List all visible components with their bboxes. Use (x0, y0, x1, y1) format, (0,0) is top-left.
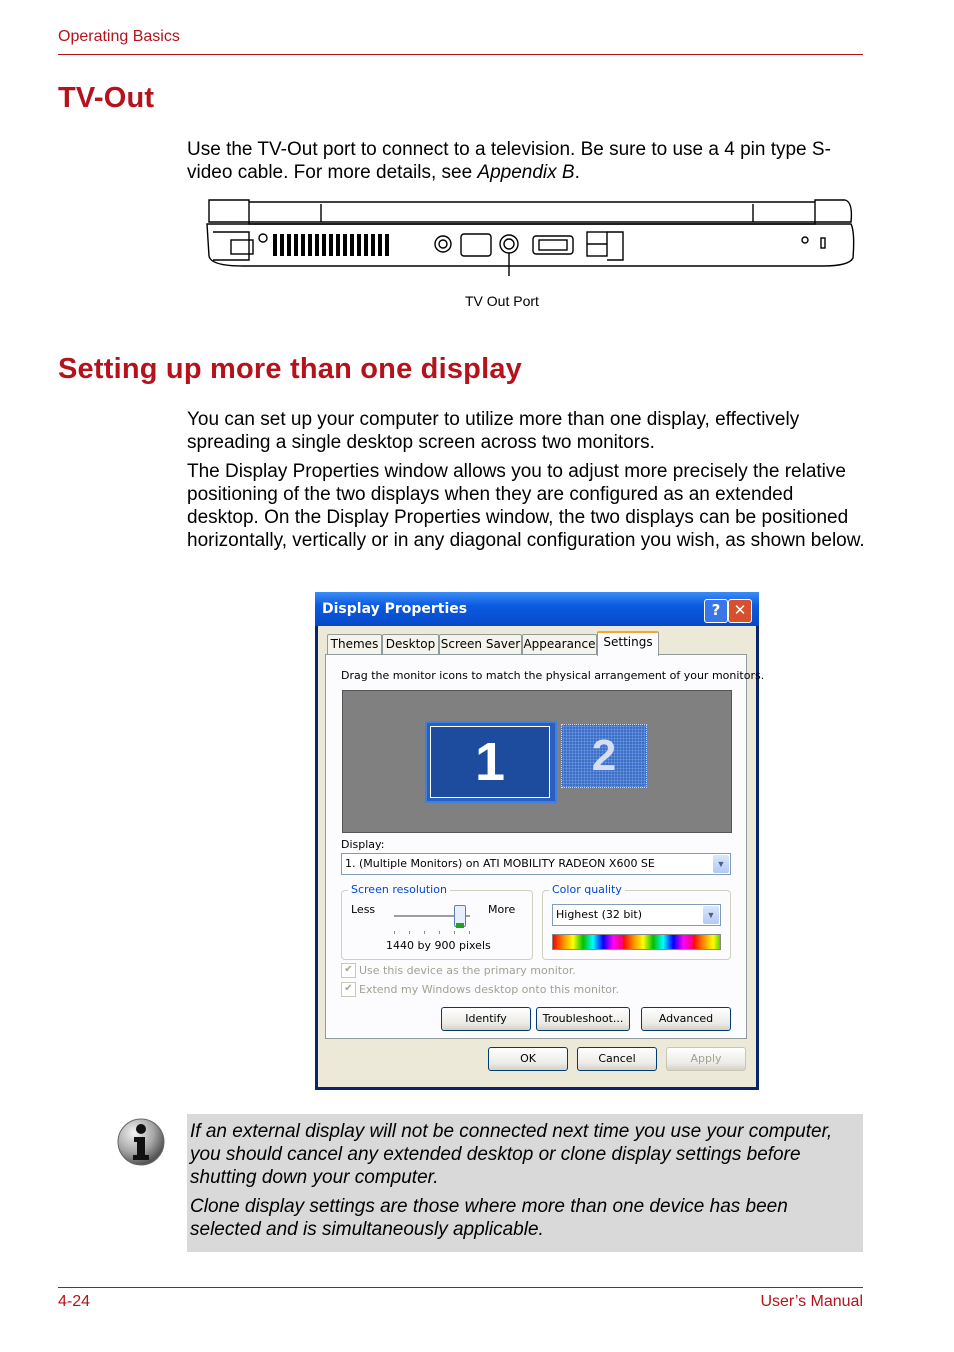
tab-screen-saver[interactable]: Screen Saver (439, 634, 522, 654)
tv-out-period: . (574, 162, 580, 183)
footer-rule (58, 1287, 863, 1288)
help-button[interactable]: ? (704, 599, 728, 623)
multi-display-para2: The Display Properties window allows you to adjust more precisely the relative positioning of the two displays when they are configured as an extended desktop. On the Display Properties window, the two displays can be positioned horizontally, vertically or in any diagonal configuration you wish, as shown below. (187, 461, 865, 551)
tv-out-port-caption: TV Out Port (465, 293, 539, 309)
resolution-less-label: Less (351, 903, 376, 916)
cancel-button[interactable]: Cancel (577, 1047, 657, 1071)
tab-settings[interactable]: Settings (597, 631, 659, 656)
apply-button[interactable]: Apply (666, 1047, 746, 1071)
note-box (187, 1114, 863, 1252)
tab-desktop[interactable]: Desktop (382, 634, 439, 654)
tv-out-text: Use the TV-Out port to connect to a television. Be sure to use a 4 pin type S-video cable. For more details, see (187, 139, 831, 183)
tab-themes[interactable]: Themes (327, 634, 382, 654)
chevron-down-icon[interactable]: ▼ (713, 855, 729, 873)
display-select[interactable] (341, 853, 731, 875)
advanced-button[interactable]: Advanced (641, 1007, 731, 1031)
color-quality-label: Color quality (549, 883, 625, 896)
display-select-value: 1. (Multiple Monitors) on ATI MOBILITY RADEON X600 SE (345, 857, 655, 870)
multi-display-body (187, 408, 867, 552)
page-number: 4-24 (58, 1293, 91, 1310)
manual-title: User’s Manual (760, 1293, 863, 1310)
info-icon (116, 1117, 166, 1167)
close-button[interactable]: ✕ (728, 599, 752, 623)
note-para2: Clone display settings are those where more than one device has been selected and is simultaneously applicable. (190, 1196, 788, 1240)
screen-resolution-group (341, 883, 533, 960)
identify-button[interactable]: Identify (441, 1007, 531, 1031)
extend-desktop-checkbox[interactable]: ✔ (341, 982, 356, 997)
resolution-value: 1440 by 900 pixels (386, 939, 491, 952)
dialog-title-bar[interactable] (315, 592, 759, 626)
dialog-title: Display Properties (322, 601, 468, 617)
color-quality-select[interactable] (552, 904, 721, 926)
resolution-slider-ticks (394, 931, 470, 934)
arrangement-instruction: Drag the monitor icons to match the physical arrangement of your monitors. (341, 669, 765, 682)
primary-monitor-label: Use this device as the primary monitor. (359, 964, 576, 977)
extend-desktop-label: Extend my Windows desktop onto this monitor. (359, 983, 620, 996)
color-quality-value: Highest (32 bit) (556, 908, 643, 921)
display-properties-window (315, 592, 765, 1090)
ok-button[interactable]: OK (488, 1047, 568, 1071)
color-spectrum-bar (552, 934, 721, 950)
tv-out-paragraph (187, 138, 867, 184)
screen-resolution-label: Screen resolution (348, 883, 450, 896)
tab-appearance[interactable]: Appearance (522, 634, 597, 654)
monitor-arrangement-area (342, 690, 732, 833)
display-label: Display: (341, 838, 385, 851)
tv-out-heading: TV-Out (58, 82, 155, 114)
settings-panel (325, 654, 765, 1039)
chevron-down-icon[interactable]: ▼ (703, 906, 719, 924)
resolution-more-label: More (488, 903, 516, 916)
monitor-2-icon[interactable]: 2 (561, 724, 647, 788)
resolution-slider-thumb[interactable] (454, 905, 466, 927)
primary-monitor-checkbox[interactable]: ✔ (341, 963, 356, 978)
monitor-1-icon[interactable] (425, 721, 557, 803)
dialog-body (318, 626, 765, 1087)
laptop-rear-illustration (203, 196, 855, 276)
monitor-1-number: 1 (430, 726, 550, 798)
appendix-reference: Appendix B (477, 162, 575, 183)
color-quality-group (542, 883, 731, 960)
multi-display-para1: You can set up your computer to utilize more than one display, effectively spreading a single desktop screen across two monitors. (187, 409, 800, 453)
running-header: Operating Basics (58, 28, 180, 45)
note-para1: If an external display will not be connected next time you use your computer, you should cancel any extended desktop or clone display settings before shutting down your computer. (190, 1121, 833, 1188)
header-rule (58, 54, 863, 55)
troubleshoot-button[interactable]: Troubleshoot... (536, 1007, 630, 1031)
multi-display-heading: Setting up more than one display (58, 353, 522, 385)
